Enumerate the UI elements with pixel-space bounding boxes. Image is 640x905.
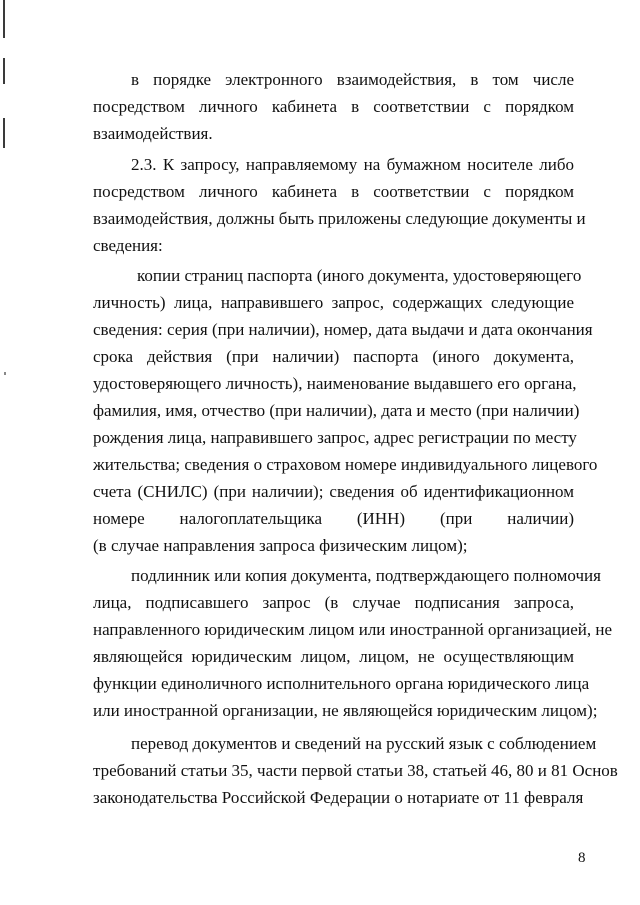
text-line: сведения: (93, 236, 163, 255)
text-line: сведения: серия (при наличии), номер, дата выдачи и дата окончания (93, 320, 593, 339)
text-line: жительства; сведения о страховом номере индивидуального лицевого (93, 455, 598, 474)
text-line: посредством личного кабинета в соответствии с порядком (93, 182, 574, 201)
text-line: фамилия, имя, отчество (при наличии), дата и место (при наличии) (93, 401, 580, 420)
text-line: направленного юридическим лицом или иностранной организацией, не (93, 620, 612, 639)
text-line: срока действия (при наличии) паспорта (иного документа, (93, 347, 574, 366)
text-line: номере налогоплательщика (ИНН) (при наличии) (93, 509, 574, 528)
text-line: взаимодействия, должны быть приложены следующие документы и (93, 209, 586, 228)
text-line: счета (СНИЛС) (при наличии); сведения об идентификационном (93, 482, 574, 501)
text-line: перевод документов и сведений на русский язык с соблюдением (131, 734, 597, 753)
text-line: или иностранной организации, не являющейся юридическим лицом); (93, 701, 598, 720)
text-line: (в случае направления запроса физическим лицом); (93, 536, 468, 555)
text-line: рождения лица, направившего запрос, адрес регистрации по месту (93, 428, 577, 447)
text-line: требований статьи 35, части первой статьи 38, статьей 46, 80 и 81 Основ (93, 761, 618, 780)
text-line: взаимодействия. (93, 124, 213, 143)
text-line: подлинник или копия документа, подтверждающего полномочия (131, 566, 601, 585)
text-line: удостоверяющего личность), наименование выдавшего его органа, (93, 374, 577, 393)
text-line: 2.3. К запросу, направляемому на бумажном носителе либо (131, 155, 574, 174)
text-line: лица, подписавшего запрос (в случае подписания запроса, (93, 593, 574, 612)
text-line: посредством личного кабинета в соответствии с порядком (93, 97, 574, 116)
scan-edge-mark (3, 58, 5, 84)
text-line: законодательства Российской Федерации о нотариате от 11 февраля (93, 788, 584, 807)
scan-speck (4, 372, 6, 375)
scan-edge-mark (3, 0, 5, 38)
text-line: функции единоличного исполнительного органа юридического лица (93, 674, 590, 693)
text-line: копии страниц паспорта (иного документа, удостоверяющего (137, 266, 582, 285)
page-number: 8 (578, 850, 586, 866)
text-line: личность) лица, направившего запрос, содержащих следующие (93, 293, 574, 312)
text-line: являющейся юридическим лицом, лицом, не осуществляющим (93, 647, 574, 666)
text-line: в порядке электронного взаимодействия, в том числе (131, 70, 574, 89)
scan-edge-mark (3, 118, 5, 148)
